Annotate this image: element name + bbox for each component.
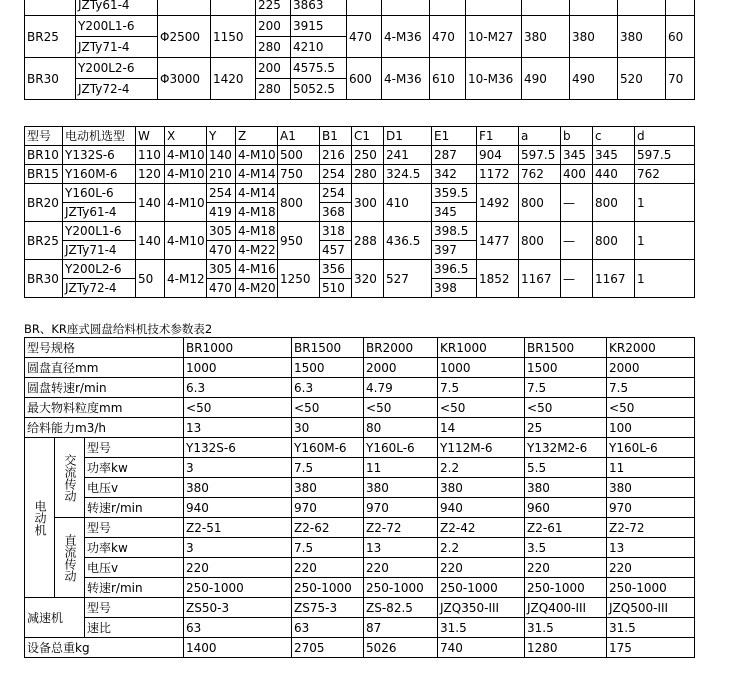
table-row: 圆盘转速r/min 6.3 6.3 4.79 7.5 7.5 7.5 bbox=[25, 378, 695, 398]
motor-label: 电动机 bbox=[25, 438, 55, 598]
header-cell: 型号 bbox=[25, 127, 63, 146]
table-row: 减速机 型号 ZS50-3 ZS75-3 ZS-82.5 JZQ350-III JZQ400-III JZQ500-III bbox=[25, 598, 695, 618]
dc-drive-label: 直流传动 bbox=[55, 518, 85, 598]
header-cell: X bbox=[165, 127, 207, 146]
table-row: 设备总重kg 1400 2705 5026 740 1280 175 bbox=[25, 638, 695, 658]
table-row: BR10 Y132S-6 110 4-M10 140 4-M10 500 216 250 241 287 904 597.5 345 345 597.5 bbox=[25, 146, 695, 165]
header-cell: b bbox=[561, 127, 593, 146]
header-cell: B1 bbox=[320, 127, 352, 146]
header-cell: c bbox=[593, 127, 635, 146]
table-row: JZTy71-4 470 4-M22 457 397 bbox=[25, 241, 695, 260]
table-row: BR15 Y160M-6 120 4-M10 210 4-M14 750 254 280 324.5 342 1172 762 400 440 762 bbox=[25, 165, 695, 184]
table-row: JZTy61-4 225 3863 bbox=[25, 0, 695, 16]
table-row: JZTy71-4 280 4210 bbox=[25, 37, 695, 58]
header-cell: F1 bbox=[477, 127, 519, 146]
table-row: 功率kw 3 7.5 13 2.2 3.5 13 bbox=[25, 538, 695, 558]
table-row: BR30 Y200L2-6 Φ3000 1420 200 4575.5 600 4-M36 610 10-M36 490 490 520 70 bbox=[25, 58, 695, 79]
reducer-label: 减速机 bbox=[25, 598, 85, 638]
table-row: BR30 Y200L2-6 50 4-M12 305 4-M16 1250 356 320 527 396.5 1852 1167 — 1167 1 bbox=[25, 260, 695, 279]
header-cell: 电动机选型 bbox=[63, 127, 136, 146]
table-header-row: 型号规格 BR1000 BR1500 BR2000 KR1000 BR1500 KR2000 bbox=[25, 338, 695, 358]
table-row: 圆盘直径mm 1000 1500 2000 1000 1500 2000 bbox=[25, 358, 695, 378]
header-cell: C1 bbox=[352, 127, 384, 146]
table-row: 转速r/min 250-1000 250-1000 250-1000 250-1000 250-1000 250-1000 bbox=[25, 578, 695, 598]
header-cell: Y bbox=[207, 127, 236, 146]
table-row: 速比 63 63 87 31.5 31.5 31.5 bbox=[25, 618, 695, 638]
spec-table bbox=[24, 337, 695, 658]
dimension-table-1 bbox=[24, 0, 695, 100]
table-row: 电动机 交流传动 型号 Y132S-6 Y160M-6 Y160L-6 Y112M-6 Y132M2-6 Y160L-6 bbox=[25, 438, 695, 458]
header-cell: W bbox=[136, 127, 165, 146]
table-caption: BR、KR座式圆盘给料机技术参数表2 bbox=[24, 322, 213, 336]
table-row: 电压v 380 380 380 380 380 380 bbox=[25, 478, 695, 498]
table-header-row bbox=[25, 127, 695, 146]
table-row: 转速r/min 940 970 970 940 960 970 bbox=[25, 498, 695, 518]
header-cell: Z bbox=[236, 127, 278, 146]
table-row: JZTy72-4 470 4-M20 510 398 bbox=[25, 279, 695, 298]
motor-cell: JZTy61-4 bbox=[76, 0, 158, 16]
table-row: BR20 Y160L-6 140 4-M10 254 4-M14 800 254 300 410 359.5 1492 800 — 800 1 bbox=[25, 184, 695, 203]
table-row: 直流传动 型号 Z2-51 Z2-62 Z2-72 Z2-42 Z2-61 Z2-72 bbox=[25, 518, 695, 538]
ac-drive-label: 交流传动 bbox=[55, 438, 85, 518]
header-cell: d bbox=[635, 127, 695, 146]
dimension-table-2 bbox=[24, 126, 695, 298]
table-row: 最大物料粒度mm <50 <50 <50 <50 <50 <50 bbox=[25, 398, 695, 418]
table-row: 功率kw 3 7.5 11 2.2 5.5 11 bbox=[25, 458, 695, 478]
table-row: JZTy72-4 280 5052.5 bbox=[25, 79, 695, 100]
table-row: 电压v 220 220 220 220 220 220 bbox=[25, 558, 695, 578]
table-row: BR25 Y200L1-6 140 4-M10 305 4-M18 950 318 288 436.5 398.5 1477 800 — 800 1 bbox=[25, 222, 695, 241]
table-row: BR25 Y200L1-6 Φ2500 1150 200 3915 470 4-M36 470 10-M27 380 380 380 60 bbox=[25, 16, 695, 37]
header-cell: E1 bbox=[432, 127, 477, 146]
table-row: 给料能力m3/h 13 30 80 14 25 100 bbox=[25, 418, 695, 438]
header-cell: D1 bbox=[384, 127, 432, 146]
header-cell: a bbox=[519, 127, 561, 146]
header-cell: A1 bbox=[278, 127, 320, 146]
table-row: JZTy61-4 419 4-M18 368 345 bbox=[25, 203, 695, 222]
